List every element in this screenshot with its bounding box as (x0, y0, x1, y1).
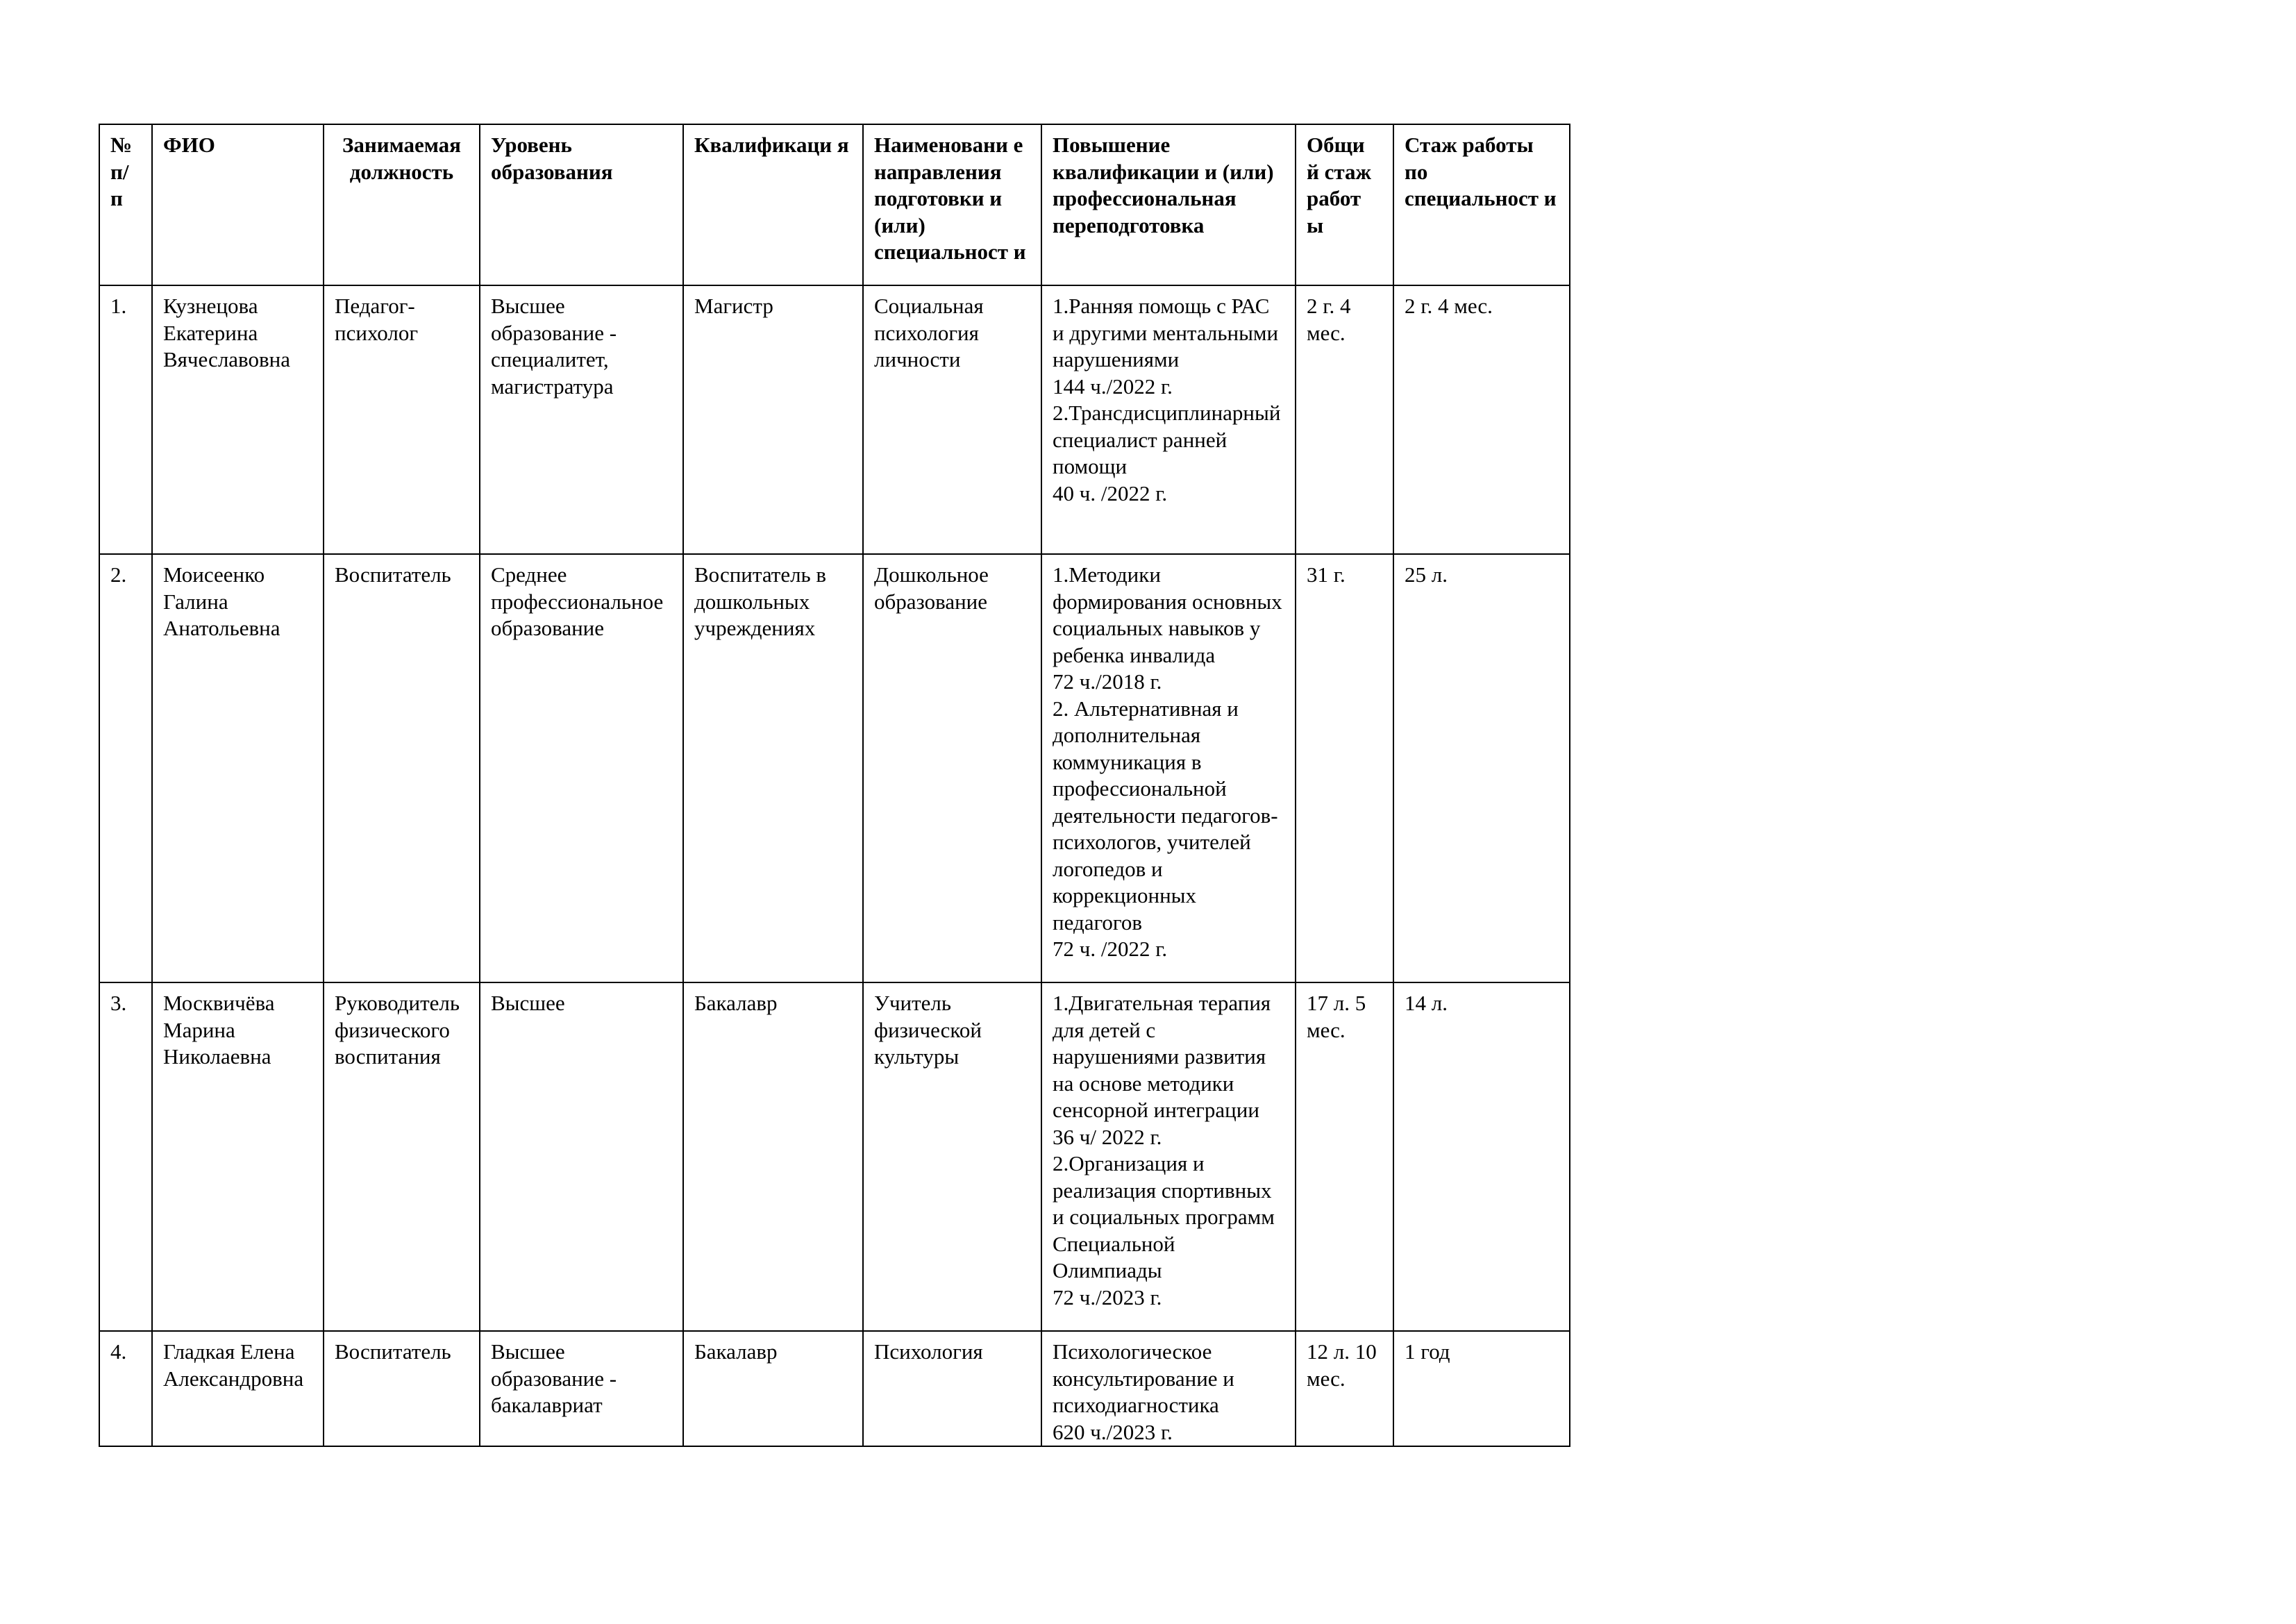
cell-specialty-experience: 2 г. 4 мес. (1393, 285, 1570, 554)
cell-specialty: Психология (863, 1331, 1041, 1446)
header-total-experience: Общи й стаж работ ы (1296, 124, 1393, 285)
table-row (99, 1331, 1570, 1446)
cell-qualification: Воспитатель в дошкольных учреждениях (683, 554, 863, 982)
cell-total-experience: 12 л. 10 мес. (1296, 1331, 1393, 1446)
cell-number: 1. (99, 285, 152, 554)
header-full-name: ФИО (152, 124, 324, 285)
cell-full-name: Москвичёва Марина Николаевна (152, 982, 324, 1331)
cell-qualification: Бакалавр (683, 1331, 863, 1446)
cell-total-experience: 2 г. 4 мес. (1296, 285, 1393, 554)
staff-table (99, 124, 1570, 1447)
cell-qualification: Бакалавр (683, 982, 863, 1331)
cell-education-level: Среднее профессиональное образование (480, 554, 683, 982)
header-number: № п/ п (99, 124, 152, 285)
cell-training: 1.Ранняя помощь с РАС и другими ментальными нарушениями 144 ч./2022 г. 2.Трансдисциплинарный специалист ранней помощи 40 ч. /2022 г. (1041, 285, 1296, 554)
table-row (99, 982, 1570, 1331)
cell-full-name: Кузнецова Екатерина Вячеславовна (152, 285, 324, 554)
header-training: Повышение квалификации и (или) профессиональная переподготовка (1041, 124, 1296, 285)
cell-specialty-experience: 1 год (1393, 1331, 1570, 1446)
cell-full-name: Моисеенко Галина Анатольевна (152, 554, 324, 982)
cell-specialty-experience: 25 л. (1393, 554, 1570, 982)
cell-education-level: Высшее (480, 982, 683, 1331)
cell-full-name: Гладкая Елена Александровна (152, 1331, 324, 1446)
cell-total-experience: 31 г. (1296, 554, 1393, 982)
header-row (99, 124, 1570, 285)
cell-position: Воспитатель (324, 1331, 480, 1446)
header-specialty-experience: Стаж работы по специальност и (1393, 124, 1570, 285)
header-specialty: Наименовани е направления подготовки и (или) специальност и (863, 124, 1041, 285)
cell-position: Воспитатель (324, 554, 480, 982)
cell-training: 1.Методики формирования основных социальных навыков у ребенка инвалида 72 ч./2018 г. 2. Альтернативная и дополнительная коммуникация в профессиональной деятельности педагогов- психологов, учителей логопедов и коррекционных педагогов 72 ч. /2022 г. (1041, 554, 1296, 982)
cell-number: 3. (99, 982, 152, 1331)
header-qualification: Квалификаци я (683, 124, 863, 285)
cell-number: 2. (99, 554, 152, 982)
cell-number: 4. (99, 1331, 152, 1446)
cell-position: Руководитель физического воспитания (324, 982, 480, 1331)
cell-specialty: Дошкольное образование (863, 554, 1041, 982)
cell-specialty: Учитель физической культуры (863, 982, 1041, 1331)
cell-qualification: Магистр (683, 285, 863, 554)
cell-training: 1.Двигательная терапия для детей с нарушениями развития на основе методики сенсорной интеграции 36 ч/ 2022 г. 2.Организация и реализация спортивных и социальных программ Специальной Олимпиады 72 ч./2023 г. (1041, 982, 1296, 1331)
cell-specialty: Социальная психология личности (863, 285, 1041, 554)
table-row (99, 285, 1570, 554)
header-position: Занимаемая должность (324, 124, 480, 285)
cell-position: Педагог-психолог (324, 285, 480, 554)
cell-specialty-experience: 14 л. (1393, 982, 1570, 1331)
header-education-level: Уровень образования (480, 124, 683, 285)
cell-training: Психологическое консультирование и психодиагностика 620 ч./2023 г. (1041, 1331, 1296, 1446)
cell-education-level: Высшее образование - специалитет, магистратура (480, 285, 683, 554)
cell-education-level: Высшее образование - бакалавриат (480, 1331, 683, 1446)
cell-total-experience: 17 л. 5 мес. (1296, 982, 1393, 1331)
table-row (99, 554, 1570, 982)
